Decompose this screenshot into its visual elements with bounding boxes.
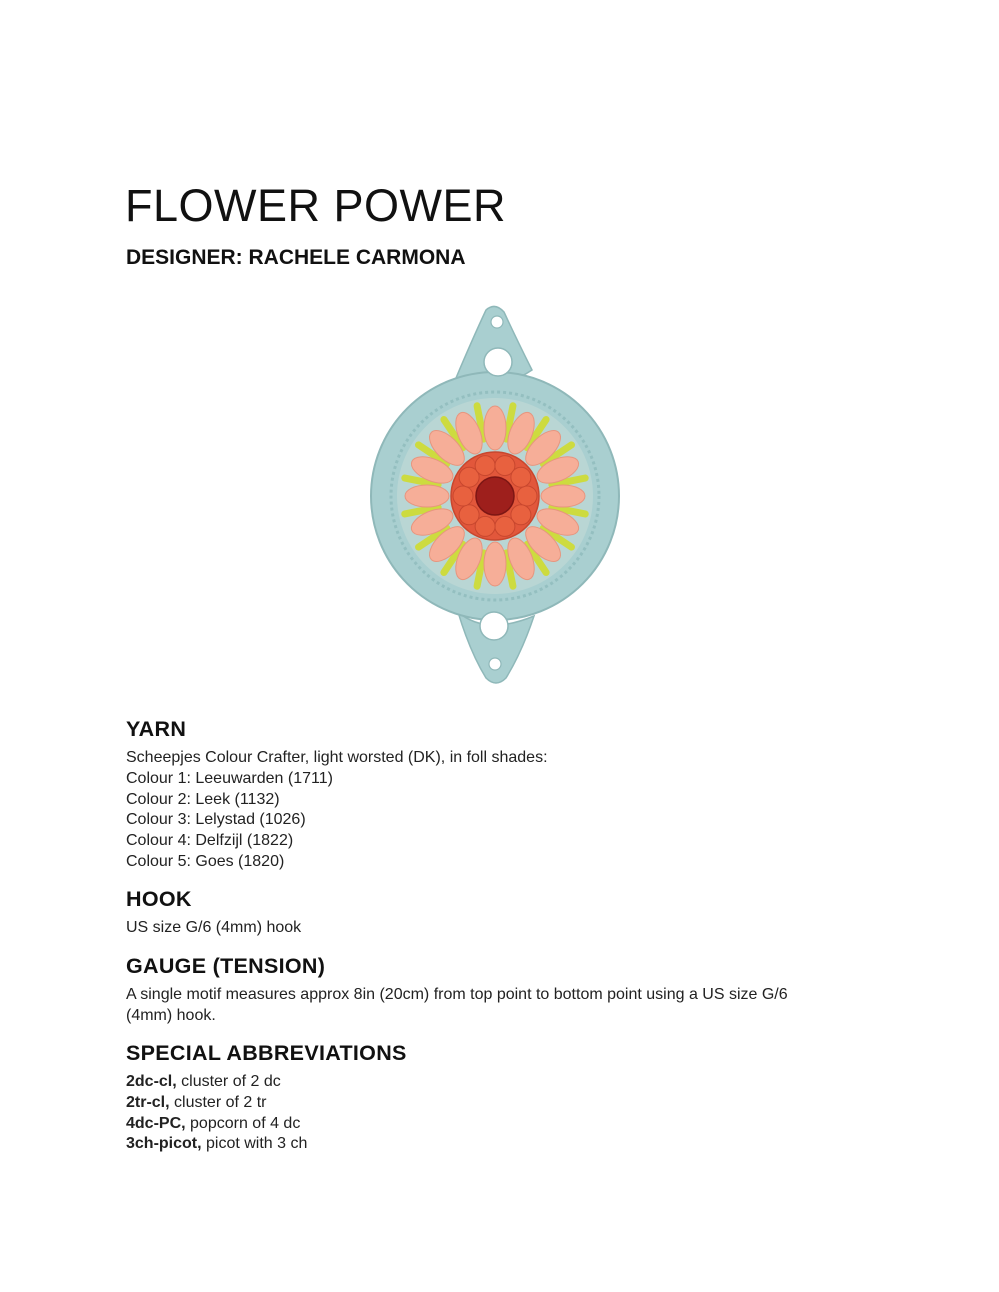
- yarn-heading: YARN: [126, 717, 187, 741]
- abbreviation-definition: popcorn of 4 dc: [185, 1114, 301, 1132]
- motif-top-picot-hole: [491, 316, 503, 328]
- hook-section: [126, 887, 886, 939]
- motif-inner-bobble: [453, 486, 473, 506]
- motif-bottom-hole: [480, 612, 508, 640]
- abbreviation-term: 3ch-picot,: [126, 1135, 202, 1153]
- abbreviation-item: [126, 1134, 886, 1155]
- designer-credit: DESIGNER: RACHELE CARMONA: [126, 246, 466, 269]
- gauge-heading: GAUGE (TENSION): [126, 954, 326, 978]
- hook-heading: HOOK: [126, 887, 192, 911]
- abbreviation-term: 2tr-cl,: [126, 1093, 170, 1111]
- yarn-line: Colour 2: Leek (1132): [126, 790, 280, 808]
- motif-inner-bobble: [475, 456, 495, 476]
- motif-top-hole: [484, 348, 512, 376]
- motif-center: [476, 477, 514, 515]
- motif-inner-bobble: [459, 505, 479, 525]
- abbreviation-item: [126, 1072, 886, 1093]
- abbreviation-term: 4dc-PC,: [126, 1114, 186, 1132]
- yarn-line: Scheepjes Colour Crafter, light worsted (DK), in foll shades:: [126, 749, 548, 766]
- motif-petal: [484, 406, 506, 450]
- abbreviation-definition: cluster of 2 dc: [176, 1073, 281, 1090]
- motif-petal: [541, 485, 585, 507]
- yarn-line: Colour 1: Leeuwarden (1711): [126, 769, 333, 787]
- yarn-line: Colour 3: Lelystad (1026): [126, 811, 306, 829]
- abbreviations-section: [126, 1041, 886, 1155]
- abbreviations-heading: SPECIAL ABBREVIATIONS: [126, 1041, 407, 1065]
- yarn-section: [126, 717, 886, 873]
- pattern-title: FLOWER POWER: [125, 180, 507, 231]
- motif-petal: [405, 485, 449, 507]
- gauge-section: [126, 954, 886, 1027]
- abbreviation-definition: picot with 3 ch: [201, 1135, 308, 1153]
- abbreviation-item: [126, 1093, 886, 1114]
- yarn-line: Colour 5: Goes (1820): [126, 852, 285, 870]
- abbreviation-definition: cluster of 2 tr: [169, 1093, 267, 1111]
- crochet-motif-photo: [360, 300, 630, 692]
- motif-inner-bobble: [495, 516, 515, 536]
- abbreviation-term: 2dc-cl,: [126, 1073, 177, 1090]
- motif-bottom-picot-hole: [489, 658, 501, 670]
- abbreviation-item: [126, 1114, 886, 1135]
- hook-text: US size G/6 (4mm) hook: [126, 919, 302, 936]
- motif-petal: [484, 542, 506, 586]
- gauge-text-line: (4mm) hook.: [126, 1006, 216, 1024]
- motif-inner-bobble: [517, 486, 537, 506]
- gauge-text-line: A single motif measures approx 8in (20cm) from top point to bottom point using a US size G/6: [126, 986, 788, 1003]
- yarn-line: Colour 4: Delfzijl (1822): [126, 832, 294, 850]
- motif-inner-bobble: [511, 467, 531, 487]
